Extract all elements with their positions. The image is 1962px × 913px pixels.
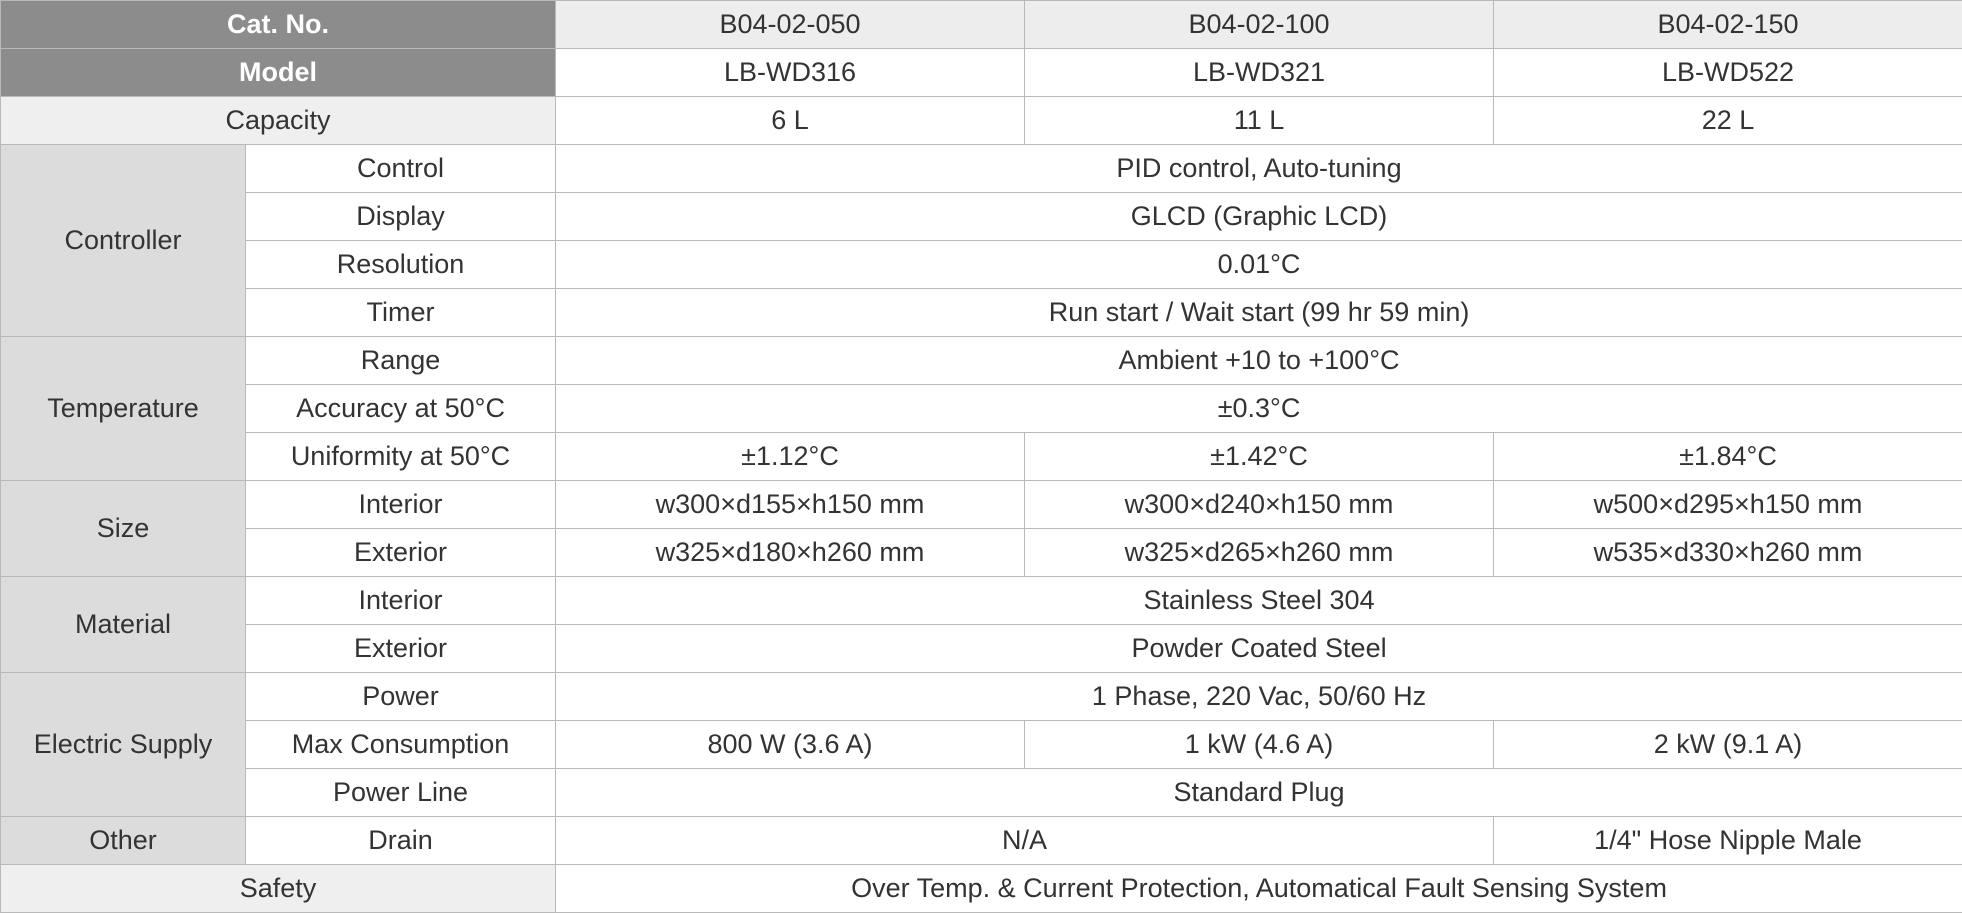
power-line-value: Standard Plug [556, 769, 1962, 817]
capacity-label: Capacity [1, 97, 556, 145]
material-interior-label: Interior [246, 577, 556, 625]
size-group-label: Size [1, 481, 246, 577]
accuracy-value: ±0.3°C [556, 385, 1962, 433]
table-row [1, 241, 1962, 289]
size-exterior-label: Exterior [246, 529, 556, 577]
other-group-label: Other [1, 817, 246, 865]
table-row [1, 481, 1962, 529]
size-interior-label: Interior [246, 481, 556, 529]
table-row [1, 817, 1962, 865]
table-row [1, 1, 1962, 49]
table-row [1, 385, 1962, 433]
cat-no-value: B04-02-150 [1494, 1, 1962, 49]
table-row [1, 769, 1962, 817]
max-consumption-label: Max Consumption [246, 721, 556, 769]
model-value: LB-WD321 [1025, 49, 1494, 97]
capacity-value: 6 L [556, 97, 1025, 145]
drain-label: Drain [246, 817, 556, 865]
timer-label: Timer [246, 289, 556, 337]
uniformity-value: ±1.42°C [1025, 433, 1494, 481]
temperature-group-label: Temperature [1, 337, 246, 481]
max-consumption-value: 800 W (3.6 A) [556, 721, 1025, 769]
table-row [1, 145, 1962, 193]
model-value: LB-WD522 [1494, 49, 1962, 97]
table-row [1, 577, 1962, 625]
display-value: GLCD (Graphic LCD) [556, 193, 1962, 241]
max-consumption-value: 1 kW (4.6 A) [1025, 721, 1494, 769]
uniformity-value: ±1.12°C [556, 433, 1025, 481]
material-exterior-value: Powder Coated Steel [556, 625, 1962, 673]
control-value: PID control, Auto-tuning [556, 145, 1962, 193]
capacity-value: 22 L [1494, 97, 1962, 145]
drain-value: 1/4" Hose Nipple Male [1494, 817, 1962, 865]
material-exterior-label: Exterior [246, 625, 556, 673]
size-exterior-value: w325×d180×h260 mm [556, 529, 1025, 577]
table-row [1, 865, 1962, 913]
power-line-label: Power Line [246, 769, 556, 817]
safety-value: Over Temp. & Current Protection, Automatical Fault Sensing System [556, 865, 1962, 913]
table-row [1, 673, 1962, 721]
resolution-value: 0.01°C [556, 241, 1962, 289]
accuracy-label: Accuracy at 50°C [246, 385, 556, 433]
material-group-label: Material [1, 577, 246, 673]
table-row [1, 433, 1962, 481]
table-row [1, 193, 1962, 241]
table-row [1, 337, 1962, 385]
material-interior-value: Stainless Steel 304 [556, 577, 1962, 625]
cat-no-label: Cat. No. [1, 1, 556, 49]
resolution-label: Resolution [246, 241, 556, 289]
table-row [1, 97, 1962, 145]
safety-label: Safety [1, 865, 556, 913]
size-interior-value: w300×d240×h150 mm [1025, 481, 1494, 529]
cat-no-value: B04-02-100 [1025, 1, 1494, 49]
power-label: Power [246, 673, 556, 721]
size-interior-value: w500×d295×h150 mm [1494, 481, 1962, 529]
timer-value: Run start / Wait start (99 hr 59 min) [556, 289, 1962, 337]
size-exterior-value: w535×d330×h260 mm [1494, 529, 1962, 577]
model-label: Model [1, 49, 556, 97]
table-row [1, 625, 1962, 673]
model-value: LB-WD316 [556, 49, 1025, 97]
range-label: Range [246, 337, 556, 385]
table-row [1, 289, 1962, 337]
size-exterior-value: w325×d265×h260 mm [1025, 529, 1494, 577]
range-value: Ambient +10 to +100°C [556, 337, 1962, 385]
table-row [1, 721, 1962, 769]
table-row [1, 49, 1962, 97]
uniformity-value: ±1.84°C [1494, 433, 1962, 481]
max-consumption-value: 2 kW (9.1 A) [1494, 721, 1962, 769]
controller-group-label: Controller [1, 145, 246, 337]
capacity-value: 11 L [1025, 97, 1494, 145]
size-interior-value: w300×d155×h150 mm [556, 481, 1025, 529]
electric-group-label: Electric Supply [1, 673, 246, 817]
power-value: 1 Phase, 220 Vac, 50/60 Hz [556, 673, 1962, 721]
cat-no-value: B04-02-050 [556, 1, 1025, 49]
uniformity-label: Uniformity at 50°C [246, 433, 556, 481]
drain-value: N/A [556, 817, 1494, 865]
display-label: Display [246, 193, 556, 241]
control-label: Control [246, 145, 556, 193]
table-row [1, 529, 1962, 577]
